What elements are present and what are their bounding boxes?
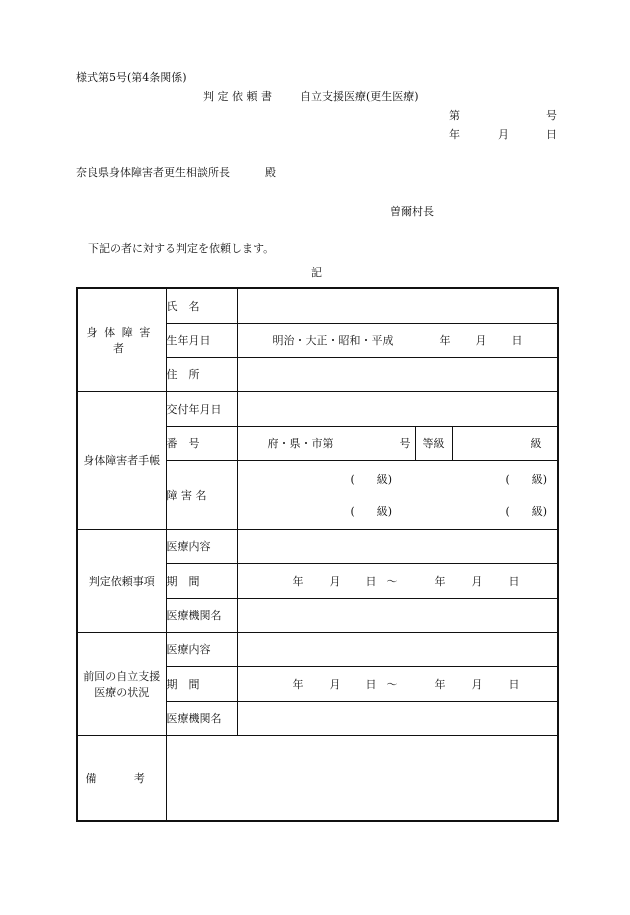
document-title: 判 定 依 頼 書 xyxy=(203,90,272,103)
form-number: 様式第5号(第4条関係) xyxy=(76,71,187,84)
group-request: 判定依頼事項 xyxy=(77,529,166,632)
prev-end-month: 月 xyxy=(471,677,483,691)
label-number: 番 号 xyxy=(166,426,237,460)
addressee: 奈良県身体障害者更生相談所長 xyxy=(76,166,230,179)
period-tilde: 〜 xyxy=(386,574,398,588)
doc-number-suffix: 号 xyxy=(546,109,557,122)
era-options: 明治・大正・昭和・平成 xyxy=(272,334,394,347)
prev-start-day: 日 xyxy=(365,677,377,691)
field-address[interactable] xyxy=(237,357,558,391)
label-previous-facility: 医療機関名 xyxy=(166,701,237,735)
field-remarks[interactable] xyxy=(166,735,558,821)
field-previous-facility[interactable] xyxy=(237,701,558,735)
prev-end-year: 年 xyxy=(434,677,446,691)
birth-year-unit: 年 xyxy=(439,334,451,347)
field-request-period[interactable] xyxy=(237,563,558,598)
period-start-month: 月 xyxy=(329,574,341,588)
sender: 曽爾村長 xyxy=(390,205,434,218)
disability-grade-1: ( 級) xyxy=(350,472,393,486)
field-number[interactable] xyxy=(237,426,415,460)
request-form-table xyxy=(76,287,559,822)
field-disability[interactable] xyxy=(237,460,558,529)
disability-grade-3: ( 級) xyxy=(350,504,393,518)
period-end-day: 日 xyxy=(508,574,520,588)
number-prefix: 府・県・市第 xyxy=(267,437,334,450)
prev-end-day: 日 xyxy=(508,677,520,691)
disability-grade-2: ( 級) xyxy=(505,472,548,486)
period-start-year: 年 xyxy=(292,574,304,588)
label-remarks: 備 考 xyxy=(77,735,166,821)
birth-month-unit: 月 xyxy=(475,334,487,347)
prev-tilde: 〜 xyxy=(386,677,398,691)
label-birthdate: 生年月日 xyxy=(166,323,237,357)
prev-start-month: 月 xyxy=(329,677,341,691)
label-grade: 等級 xyxy=(415,426,452,460)
date-day: 日 xyxy=(546,128,557,141)
date-year: 年 xyxy=(449,128,460,141)
row-issue-date xyxy=(77,391,558,426)
label-request-period: 期 間 xyxy=(166,563,237,598)
field-grade[interactable] xyxy=(452,426,558,460)
label-address: 住 所 xyxy=(166,357,237,391)
intro-text: 下記の者に対する判定を依頼します。 xyxy=(88,242,275,255)
group-person: 身体障害者 xyxy=(77,288,166,391)
period-start-day: 日 xyxy=(365,574,377,588)
label-disability: 障 害 名 xyxy=(166,460,237,529)
label-issue-date: 交付年月日 xyxy=(166,391,237,426)
period-end-year: 年 xyxy=(434,574,446,588)
field-issue-date[interactable] xyxy=(237,391,558,426)
grade-suffix: 級 xyxy=(530,437,542,450)
row-name xyxy=(77,288,558,323)
group-previous-line1: 前回の自立支援 xyxy=(83,669,161,683)
group-previous-line2: 医療の状況 xyxy=(94,685,150,699)
row-previous-content xyxy=(77,632,558,666)
label-request-facility: 医療機関名 xyxy=(166,598,237,632)
birth-day-unit: 日 xyxy=(511,334,523,347)
addressee-honorific: 殿 xyxy=(265,166,276,179)
disability-grade-4: ( 級) xyxy=(505,504,548,518)
group-handbook: 身体障害者手帳 xyxy=(77,391,166,529)
doc-number-prefix: 第 xyxy=(449,109,460,122)
field-birthdate[interactable] xyxy=(237,323,558,357)
label-request-content: 医療内容 xyxy=(166,529,237,563)
number-suffix: 号 xyxy=(399,437,411,450)
field-previous-content[interactable] xyxy=(237,632,558,666)
field-request-facility[interactable] xyxy=(237,598,558,632)
document-subtitle: 自立支援医療(更生医療) xyxy=(300,90,419,103)
field-request-content[interactable] xyxy=(237,529,558,563)
field-previous-period[interactable] xyxy=(237,666,558,701)
field-name[interactable] xyxy=(237,288,558,323)
period-end-month: 月 xyxy=(471,574,483,588)
label-name: 氏 名 xyxy=(166,288,237,323)
label-previous-content: 医療内容 xyxy=(166,632,237,666)
group-previous xyxy=(77,632,166,735)
prev-start-year: 年 xyxy=(292,677,304,691)
label-previous-period: 期 間 xyxy=(166,666,237,701)
row-request-content xyxy=(77,529,558,563)
ki-heading: 記 xyxy=(311,266,322,279)
row-remarks xyxy=(77,735,558,821)
date-month: 月 xyxy=(498,128,509,141)
